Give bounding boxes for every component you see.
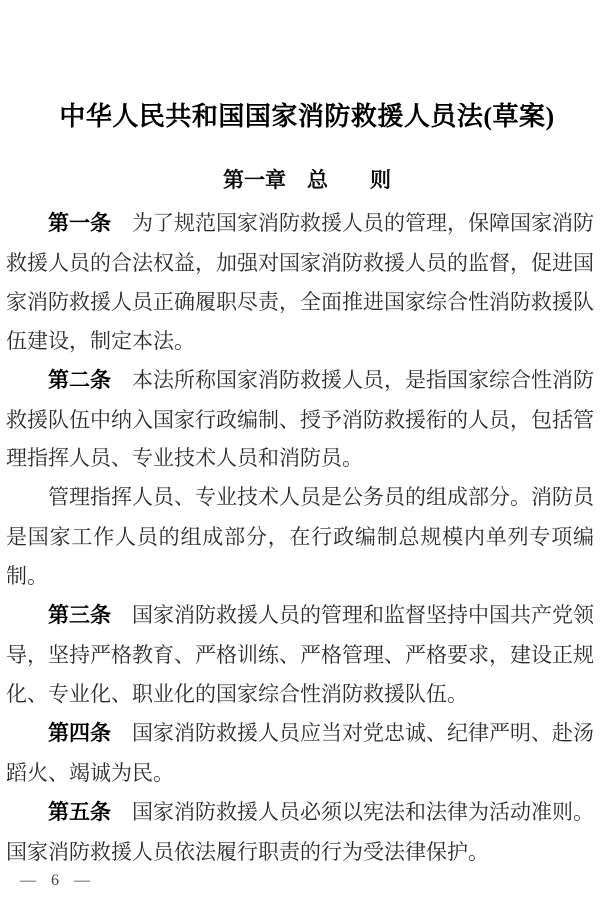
article-2-text: 本法所称国家消防救援人员，是指国家综合性消防救援队伍中纳入国家行政编制、授予消防救援衔的人员，包括管理指挥人员、专业技术人员和消防员。 bbox=[6, 367, 594, 471]
article-5-text: 国家消防救援人员必须以宪法和法律为活动准则。国家消防救援人员依法履行职责的行为受法律保护。 bbox=[6, 799, 594, 864]
document-title: 中华人民共和国国家消防救援人员法(草案) bbox=[59, 102, 555, 132]
paragraph-article-2 bbox=[6, 361, 594, 479]
paragraph-article-5 bbox=[6, 793, 594, 872]
chapter-heading: 第一章 总 则 bbox=[223, 168, 391, 193]
article-3-label: 第三条 bbox=[48, 604, 111, 628]
paragraph-article-4 bbox=[6, 714, 594, 793]
paragraph-article-1 bbox=[6, 204, 594, 361]
article-2-label: 第二条 bbox=[48, 368, 111, 392]
page-number: — 6 — bbox=[20, 872, 90, 889]
article-4-text: 国家消防救援人员应当对党忠诚、纪律严明、赴汤蹈火、竭诚为民。 bbox=[6, 720, 594, 785]
paragraph-article-3 bbox=[6, 596, 594, 714]
article-1-label: 第一条 bbox=[48, 212, 111, 235]
document-body bbox=[6, 204, 594, 871]
article-3-text: 国家消防救援人员的管理和监督坚持中国共产党领导，坚持严格教育、严格训练、严格管理、严格要求，建设正规化、专业化、职业化的国家综合性消防救援队伍。 bbox=[6, 603, 594, 706]
paragraph-article-2-continuation bbox=[6, 478, 594, 596]
article-4-label: 第四条 bbox=[48, 721, 111, 745]
article-5-label: 第五条 bbox=[48, 800, 111, 824]
article-1-text: 为了规范国家消防救援人员的管理，保障国家消防救援人员的合法权益，加强对国家消防救援人员的监督，促进国家消防救援人员正确履职尽责，全面推进国家综合性消防救援队伍建设，制定本法。 bbox=[6, 211, 594, 353]
article-2-continuation-text: 管理指挥人员、专业技术人员是公务员的组成部分。消防员是国家工作人员的组成部分，在行政编制总规模内单列专项编制。 bbox=[6, 485, 594, 589]
